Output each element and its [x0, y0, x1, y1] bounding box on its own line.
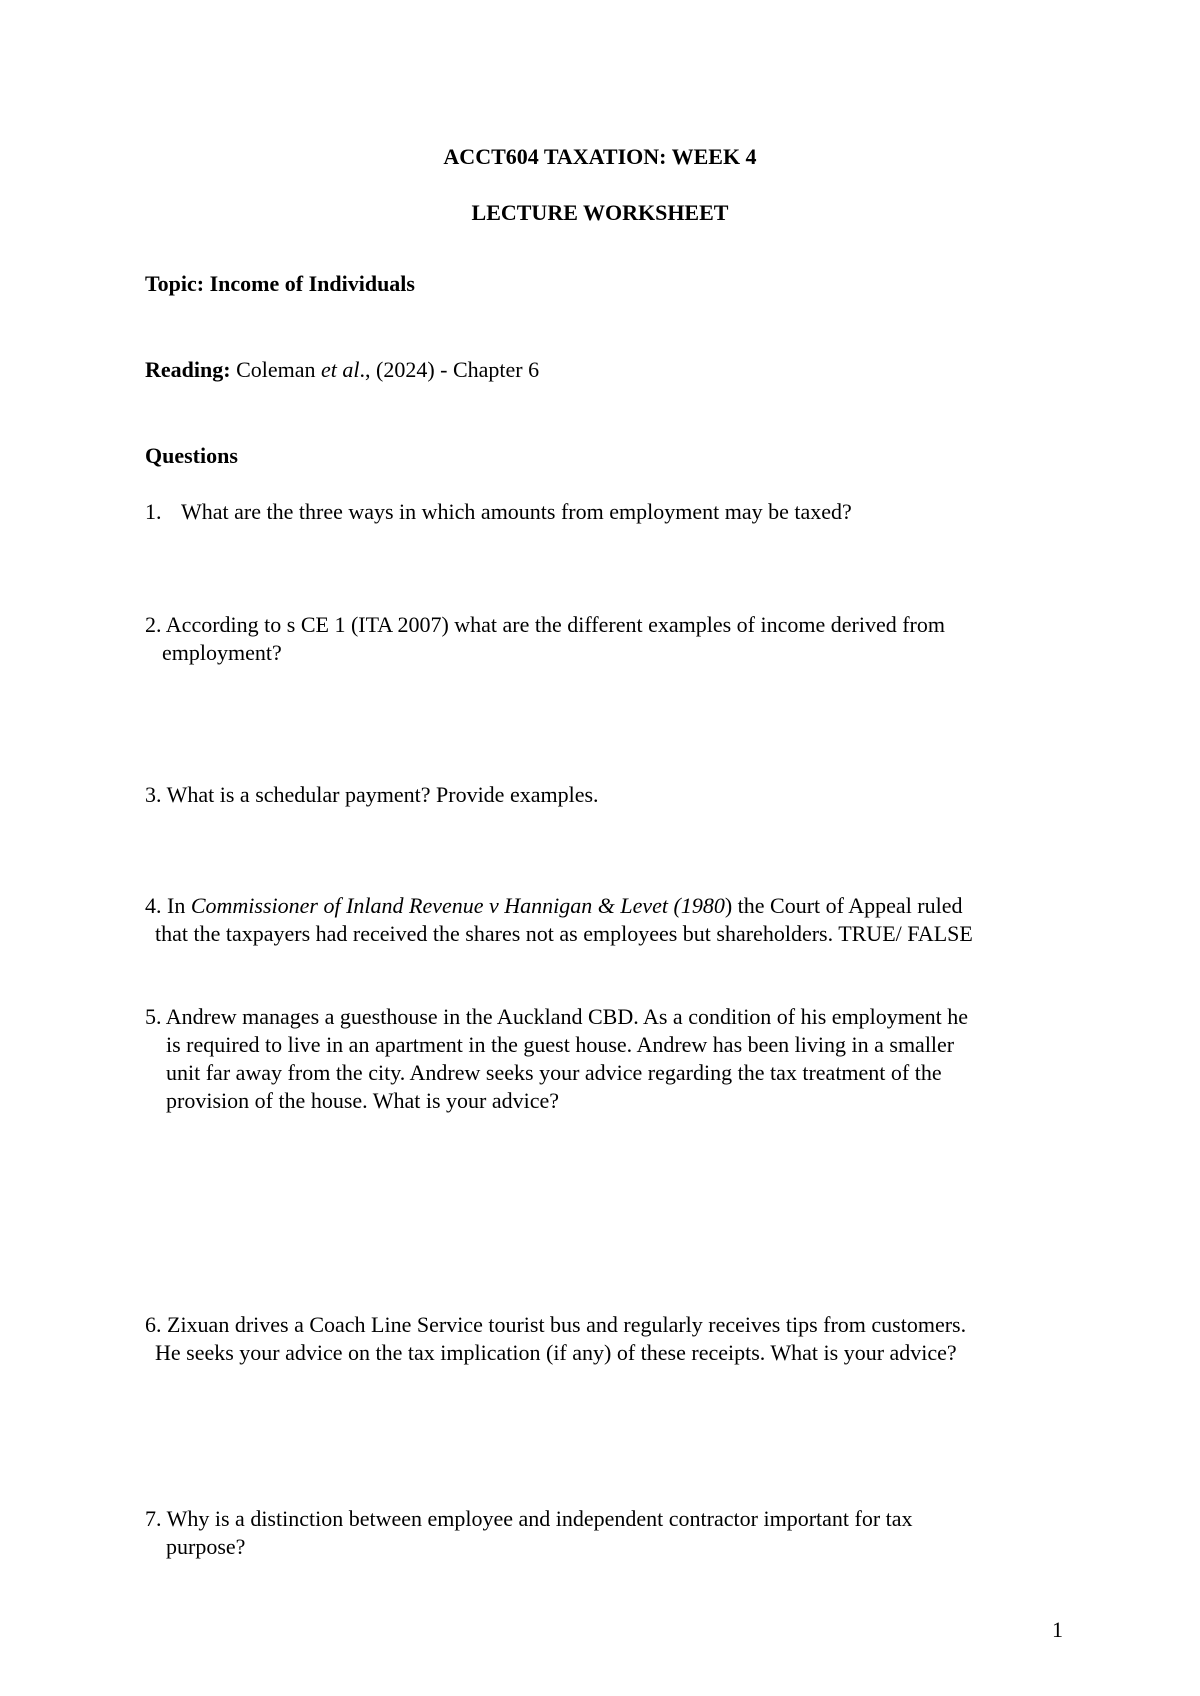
- question-text: purpose?: [166, 1534, 246, 1559]
- question-text: employment?: [162, 640, 282, 665]
- case-name: Commissioner of Inland Revenue v Hannigan & Levet (1980: [190, 893, 725, 918]
- question-text: According to s CE 1 (ITA 2007) what are the different examples of income derived from: [165, 612, 945, 637]
- reading-line: [145, 356, 539, 384]
- reading-rest: ., (2024) - Chapter 6: [359, 357, 540, 382]
- question-number: 7.: [145, 1506, 162, 1531]
- question-6: [145, 1311, 1075, 1367]
- question-text: Zixuan drives a Coach Line Service tourist bus and regularly receives tips from customers.: [167, 1312, 967, 1337]
- question-text: provision of the house. What is your advice?: [166, 1088, 560, 1113]
- question-5: [145, 1003, 1075, 1115]
- reading-author: Coleman: [236, 357, 316, 382]
- reading-et-al: et al: [321, 357, 360, 382]
- question-2: [145, 611, 1075, 667]
- question-number: 4.: [145, 893, 162, 918]
- question-number: 5.: [145, 1004, 162, 1029]
- topic-label: Topic:: [145, 271, 205, 296]
- question-text: He seeks your advice on the tax implication (if any) of these receipts. What is your advice?: [155, 1340, 957, 1365]
- document-subtitle: LECTURE WORKSHEET: [471, 200, 729, 225]
- question-text: Andrew manages a guesthouse in the Auckland CBD. As a condition of his employment he: [165, 1004, 969, 1029]
- question-text: Why is a distinction between employee and independent contractor important for tax: [166, 1506, 913, 1531]
- question-3: [145, 781, 1075, 809]
- question-1: [145, 498, 1075, 526]
- topic-value: Income of Individuals: [209, 271, 415, 296]
- question-text: What are the three ways in which amounts from employment may be taxed?: [181, 499, 852, 524]
- page-number: 1: [1052, 1617, 1063, 1642]
- document-title: ACCT604 TAXATION: WEEK 4: [443, 144, 757, 169]
- question-text: is required to live in an apartment in the guest house. Andrew has been living in a smaller: [166, 1032, 955, 1057]
- question-text: What is a schedular payment? Provide examples.: [166, 782, 599, 807]
- question-number: 1.: [145, 499, 162, 524]
- question-number: 3.: [145, 782, 162, 807]
- questions-heading: Questions: [145, 443, 238, 468]
- question-text: that the taxpayers had received the shares not as employees but shareholders. TRUE/ FALSE: [155, 921, 973, 946]
- question-4: [145, 892, 1075, 948]
- question-prefix: In: [167, 893, 186, 918]
- question-number: 6.: [145, 1312, 162, 1337]
- question-suffix: ) the Court of Appeal ruled: [724, 893, 963, 918]
- topic-line: [145, 270, 415, 298]
- reading-label: Reading:: [145, 357, 231, 382]
- question-number: 2.: [145, 612, 162, 637]
- question-text: unit far away from the city. Andrew seeks your advice regarding the tax treatment of the: [166, 1060, 942, 1085]
- question-7: [145, 1505, 1075, 1561]
